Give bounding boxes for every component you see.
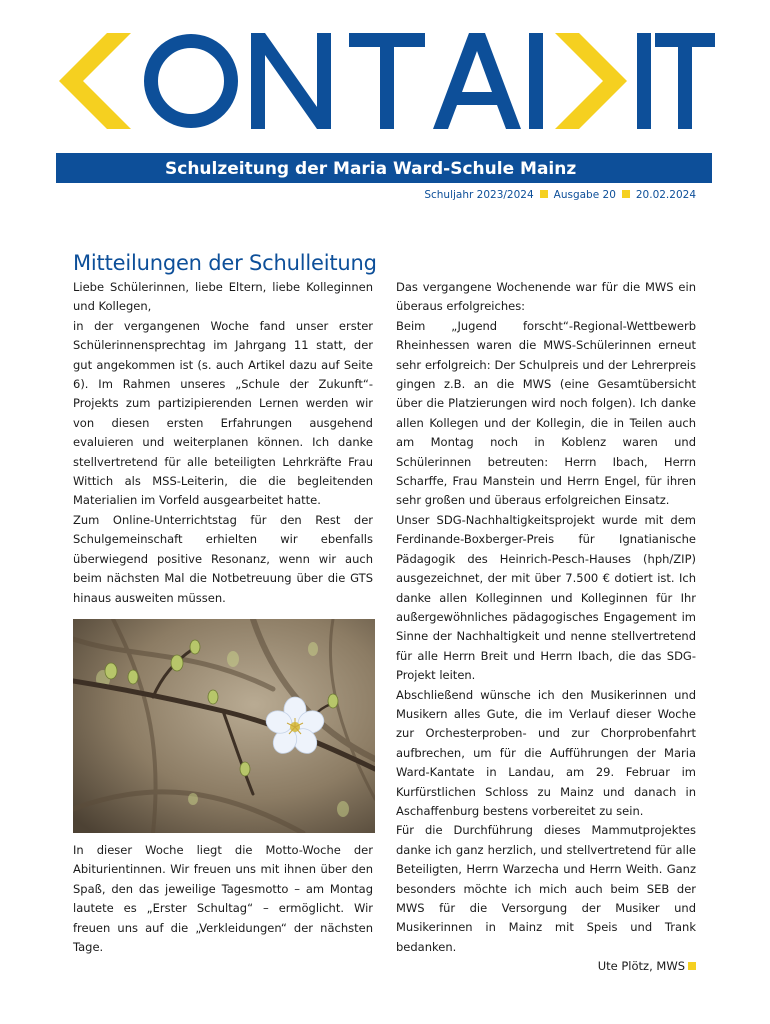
yellow-square-icon — [622, 190, 630, 198]
logo-letter-a — [433, 33, 521, 129]
logo-letter-k2-stem — [529, 33, 543, 129]
issue-info — [424, 188, 696, 202]
logo-letter-t — [349, 33, 425, 129]
paragraph: Liebe Schülerinnen, liebe Eltern, liebe Kolleginnen und Kollegen, — [73, 280, 373, 314]
masthead-subtitle: Schulzeitung der Maria Ward-Schule Mainz — [165, 159, 577, 179]
school-year: Schuljahr 2023/2024 — [424, 189, 534, 201]
yellow-square-icon — [540, 190, 548, 198]
kontakt-logo — [55, 27, 715, 135]
signature-text: Ute Plötz, MWS — [597, 959, 685, 974]
paragraph: Unser SDG-Nachhaltigkeitsprojekt wurde mit dem Ferdinande-Boxberger-Preis für Ignatianische Pädagogik des Heinrich-Pesch-Hauses (hph/ZIP) ausgezeichnet, der mit über 7.500 € dotiert ist. Ich danke allen Kolleginnen und Kolleginnen für Ihr außergewöhnliches pädagogisches Engagement im Sinne der Nachhaltigkeit und nenne stellvertretend für alle Herrn Breit und Herrn Ibach, die das SDG-Projekt leiten. — [396, 512, 696, 683]
logo-letter-i — [637, 33, 651, 129]
yellow-square-icon — [688, 962, 696, 970]
logo-letter-o — [151, 41, 231, 121]
paragraph: Beim „Jugend forscht“-Regional-Wettbewerb Rheinhessen waren die MWS-Schülerinnen erneut sehr erfolgreich: Der Schulpreis und der Lehrerpreis gingen z.B. an die MWS (eine Gesamtübersicht über die Platzierungen wird noch folgen). Ich danke allen Kollegen und der Kollegin, die in Teilen auch am Montag noch in Koblenz waren und Schülerinnen betreuten: Herrn Ibach, Herrn Scharffe, Frau Manstein und Herrn Engel, für ihren sehr großen und überaus erfolgreichen Einsatz. — [396, 318, 696, 508]
article-column-left-top — [73, 278, 373, 608]
paragraph: Abschließend wünsche ich den Musikerinnen und Musikern alles Gute, die im Verlauf dieser Woche zur Orchesterproben- und zur Chorprobenfahrt aufbrechen, um für die Aufführungen der Maria Ward-Kantate in Landau, am 29. Februar im Kurfürstlichen Schloss zu Mainz und danach in Aschaffenburg bestens vorbereitet zu sein. — [396, 687, 696, 818]
paragraph: in der vergangenen Woche fand unser erster Schülerinnensprechtag im Jahrgang 11 statt, der gut angekommen ist (s. auch Artikel dazu auf Seite 6). Im Rahmen unseres „Schule der Zukunft“-Projekts zum partizipierenden Lernen werden wir von diesen ersten Erfahrungen ausgehend evaluieren und weiterplanen können. Ich danke stellvertretend für alle beteiligten Lehrkräfte Frau Wittich als MSS-Leiterin, die die begleitenden Materialien im Vorfeld ausgearbeitet hatte. — [73, 318, 373, 508]
article-column-left-bottom — [73, 841, 373, 957]
masthead-banner — [56, 153, 712, 183]
blossom-photo — [73, 619, 375, 833]
paragraph: In dieser Woche liegt die Motto-Woche der Abiturientinnen. Wir freuen uns mit ihnen über den Spaß, den das jeweilige Tagesmotto – am Montag lautete es „Erster Schultag“ – ermöglicht. Wir freuen uns auf die „Verkleidungen“ der nächsten Tage. — [73, 843, 373, 955]
issue-date: 20.02.2024 — [635, 189, 696, 201]
article-signature — [396, 957, 696, 976]
paragraph: Für die Durchführung dieses Mammutprojektes danke ich ganz herzlich, und stellvertretend für alle Beteiligten, Herrn Warzecha und Herrn Weith. Ganz besonders möchte ich mich auch beim SEB der MWS für die Versorgung der Musiker und Musikerinnen in Mainz mit Speis und Trank bedanken. — [396, 823, 696, 954]
paragraph: Zum Online-Unterrichtstag für den Rest der Schulgemeinschaft erhielten wir ebenfalls überwiegend positive Resonanz, wenn wir auch beim nächsten Mal die Notbetreuung über die GTS hinaus ausweiten müssen. — [73, 512, 373, 605]
logo-letter-k2-chevron — [555, 33, 627, 129]
logo-letter-t2 — [655, 33, 715, 129]
logo-letter-k — [59, 33, 131, 129]
issue-number: Ausgabe 20 — [553, 189, 616, 201]
article-column-right — [396, 278, 696, 977]
logo-letter-n — [251, 33, 331, 129]
article-headline: Mitteilungen der Schulleitung — [73, 251, 377, 275]
paragraph: Das vergangene Wochenende war für die MWS ein überaus erfolgreiches: — [396, 280, 696, 314]
